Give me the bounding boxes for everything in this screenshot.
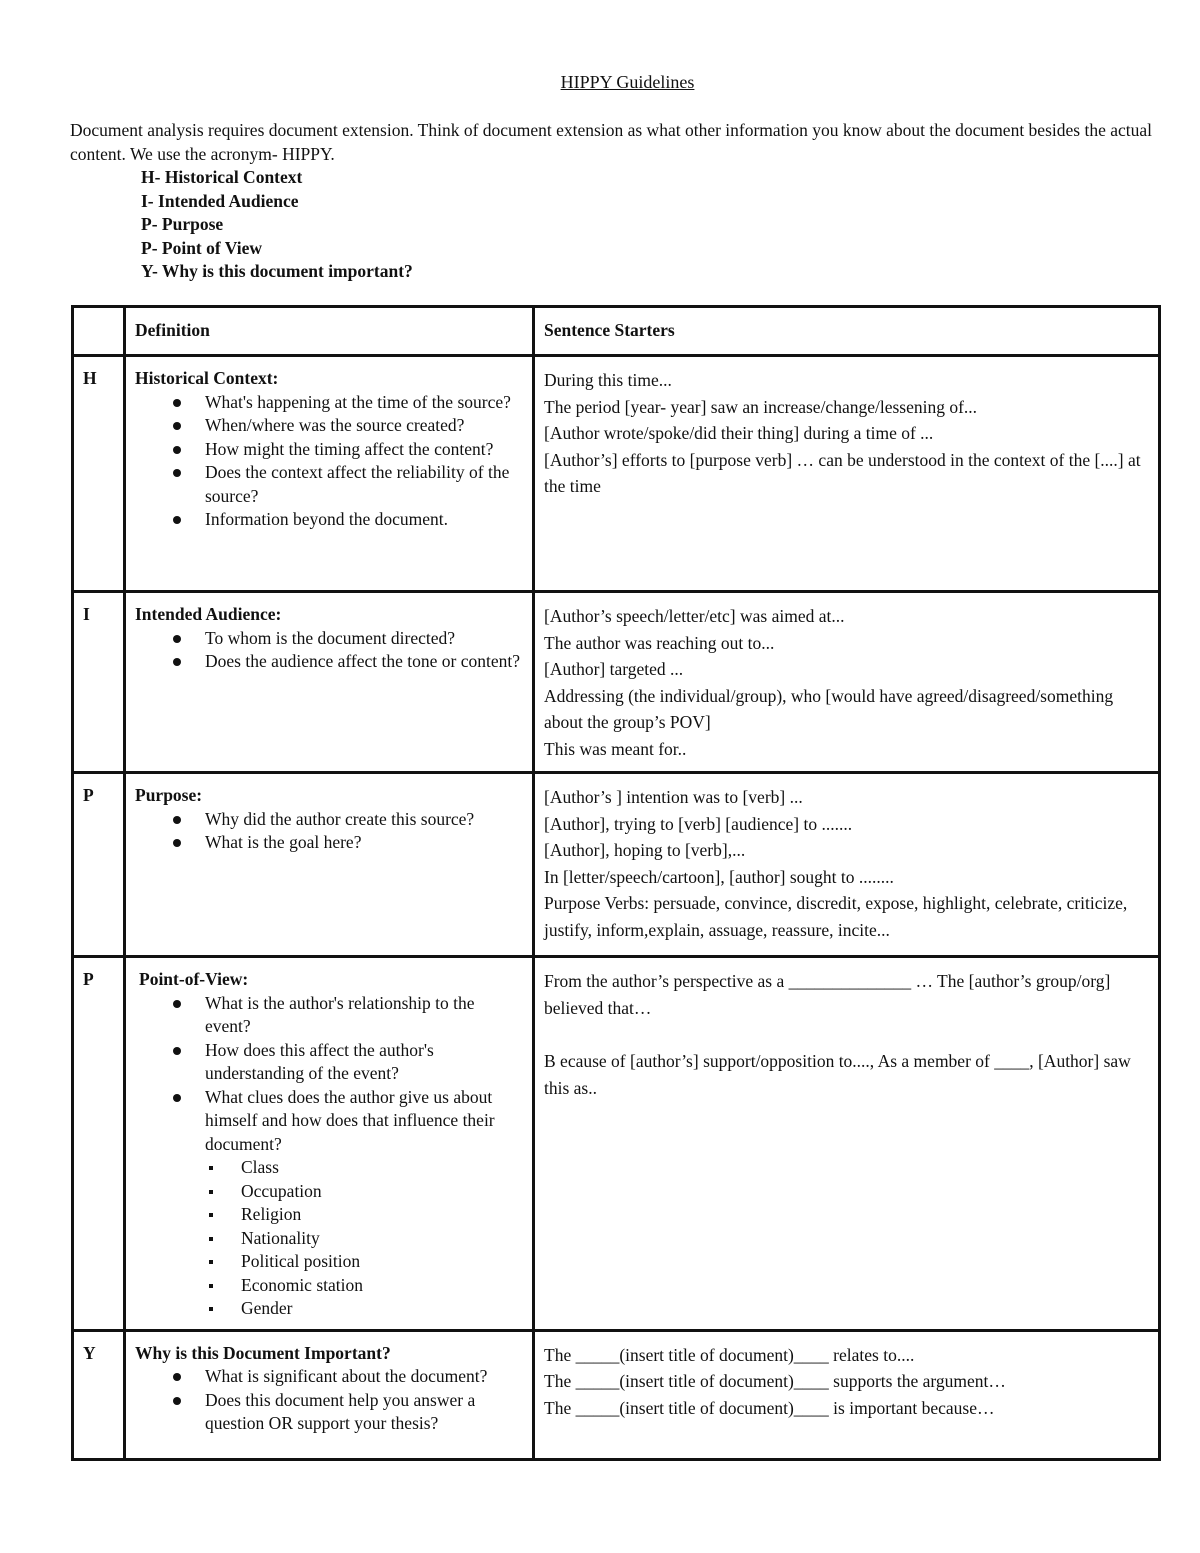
bullet-item: What is the goal here? [205, 831, 524, 855]
table-row [73, 592, 1160, 773]
sub-bullet-item: Political position [241, 1250, 524, 1274]
page-title: HIPPY Guidelines [560, 72, 695, 92]
definition-title: Why is this Document Important? [135, 1342, 391, 1363]
bullet-item [205, 1086, 524, 1321]
row-letter: H [73, 356, 125, 592]
sentence-starter: The _____(insert title of document)____ relates to.... [544, 1344, 915, 1365]
bullet-list [135, 992, 524, 1321]
bullet-item: How might the timing affect the content? [205, 438, 524, 462]
intro-paragraph: Document analysis requires document extension. Think of document extension as what other information you know about the document besides the actual content. We use the acronym- HIPPY. [70, 120, 1152, 164]
bullet-item: What's happening at the time of the source? [205, 391, 524, 415]
definition-title: Point-of-View: [139, 969, 249, 989]
sentence-starter: B ecause of [author’s] support/opposition to...., As a member of ____, [Author] saw this as.. [544, 1051, 1131, 1098]
bullet-item: Does the context affect the reliability of the source? [205, 461, 524, 508]
definition-cell [125, 1330, 534, 1459]
sub-bullet-list [205, 1156, 524, 1321]
bullet-item-text: What clues does the author give us about himself and how does that influence their document? [205, 1086, 495, 1154]
sentence-starters-cell [534, 356, 1160, 592]
bullet-item: To whom is the document directed? [205, 627, 524, 651]
table-row [73, 773, 1160, 957]
bullet-item: Does this document help you answer a question OR support your thesis? [205, 1389, 524, 1436]
sentence-starter: [Author], trying to [verb] [audience] to ....... [544, 813, 853, 834]
sentence-starter: The _____(insert title of document)____ is important because… [544, 1397, 995, 1418]
sentence-starter: [Author] targeted ... [544, 659, 684, 680]
definition-title: Purpose: [135, 785, 203, 805]
definition-cell [125, 773, 534, 957]
sub-bullet-item: Gender [241, 1297, 524, 1321]
sub-bullet-item: Economic station [241, 1274, 524, 1298]
bullet-item: Does the audience affect the tone or content? [205, 650, 524, 674]
bullet-item: Information beyond the document. [205, 508, 524, 532]
sentence-starters-cell [534, 1330, 1160, 1459]
sub-bullet-item: Occupation [241, 1180, 524, 1204]
header-letter-cell [73, 307, 125, 356]
row-letter: P [73, 957, 125, 1331]
row-letter: I [73, 592, 125, 773]
definition-cell [125, 356, 534, 592]
acronym-list [141, 166, 413, 284]
table-row [73, 1330, 1160, 1459]
sentence-starters-cell [534, 773, 1160, 957]
table-header-row [73, 307, 1160, 356]
bullet-item: When/where was the source created? [205, 414, 524, 438]
definition-cell [125, 957, 534, 1331]
definition-title: Intended Audience: [135, 604, 282, 624]
sub-bullet-item: Religion [241, 1203, 524, 1227]
sub-bullet-item: Class [241, 1156, 524, 1180]
sentence-starters-cell [534, 957, 1160, 1331]
sentence-starter: [Author’s speech/letter/etc] was aimed at... [544, 606, 845, 626]
acronym-item: I- Intended Audience [141, 190, 299, 211]
sentence-starter: In [letter/speech/cartoon], [author] sought to ........ [544, 866, 894, 887]
bullet-list [135, 808, 524, 855]
sentence-starter: During this time... [544, 370, 672, 390]
bullet-item: What is the author's relationship to the event? [205, 992, 524, 1039]
bullet-list [135, 1365, 524, 1436]
acronym-item: P- Purpose [141, 214, 224, 235]
row-letter: Y [73, 1330, 125, 1459]
bullet-item: How does this affect the author's understanding of the event? [205, 1039, 524, 1086]
sentence-starter: The _____(insert title of document)____ supports the argument… [544, 1371, 1006, 1392]
bullet-item: Why did the author create this source? [205, 808, 524, 832]
acronym-item: Y- Why is this document important? [141, 261, 413, 282]
header-definition: Definition [125, 307, 534, 356]
acronym-item: H- Historical Context [141, 167, 303, 187]
sentence-starter: This was meant for.. [544, 738, 687, 759]
sentence-starter: [Author], hoping to [verb],... [544, 840, 746, 861]
sentence-starter: [Author’s] efforts to [purpose verb] … can be understood in the context of the [....] at the time [544, 449, 1141, 497]
sentence-starter: Purpose Verbs: persuade, convince, discredit, expose, highlight, celebrate, criticize, justify, inform,explain, assuage, reassure, incite... [544, 893, 1128, 940]
sub-bullet-item: Nationality [241, 1227, 524, 1251]
row-letter: P [73, 773, 125, 957]
sentence-starter: Addressing (the individual/group), who [would have agreed/disagreed/something about the group’s POV] [544, 685, 1114, 733]
sentence-starter: [Author’s ] intention was to [verb] ... [544, 787, 803, 807]
header-sentence-starters: Sentence Starters [534, 307, 1160, 356]
sentence-starter: The author was reaching out to... [544, 632, 775, 653]
acronym-item: P- Point of View [141, 237, 263, 258]
bullet-list [135, 627, 524, 674]
blank-line [544, 1021, 1150, 1048]
table-row [73, 957, 1160, 1331]
sentence-starters-cell [534, 592, 1160, 773]
sentence-starter: The period [year- year] saw an increase/change/lessening of... [544, 396, 978, 417]
sentence-starter: From the author’s perspective as a ______________ … The [author’s group/org] believed that… [544, 971, 1111, 1018]
hippy-table [71, 305, 1161, 1461]
definition-title: Historical Context: [135, 368, 279, 388]
sentence-starter: [Author wrote/spoke/did their thing] during a time of ... [544, 423, 934, 444]
bullet-list [135, 391, 524, 532]
table-row [73, 356, 1160, 592]
definition-cell [125, 592, 534, 773]
bullet-item: What is significant about the document? [205, 1365, 524, 1389]
